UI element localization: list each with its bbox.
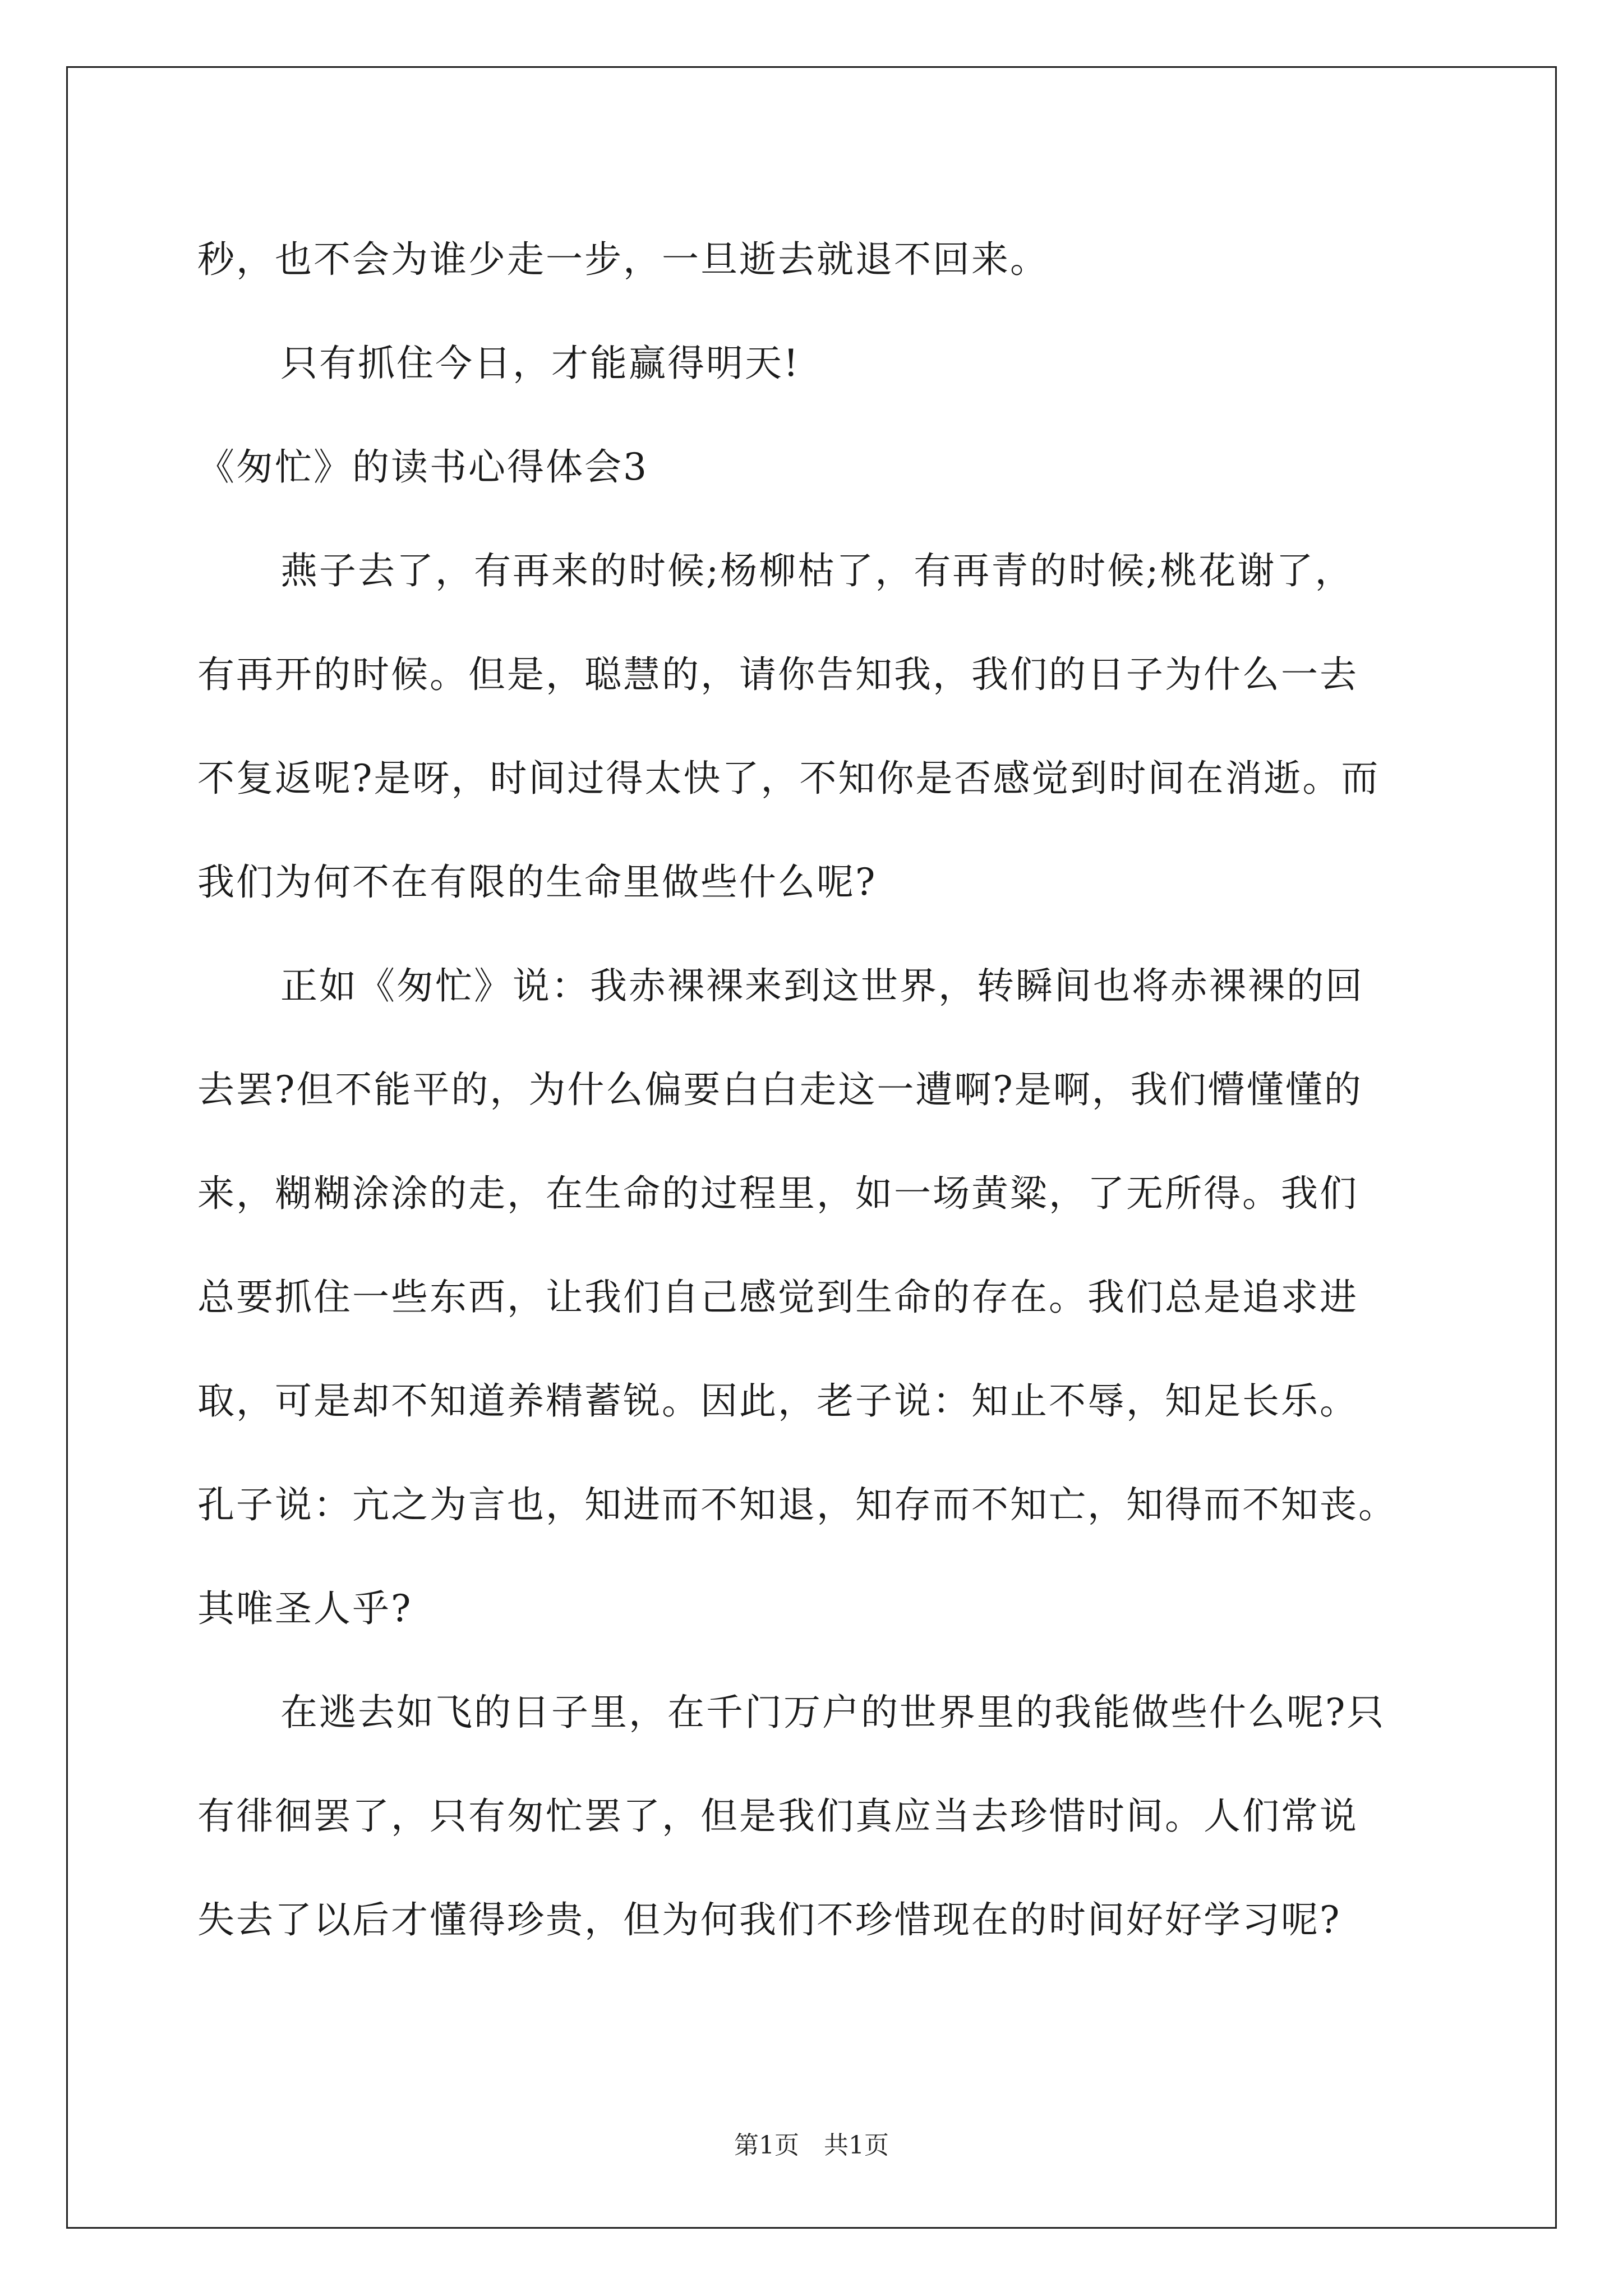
paragraph-line: 正如《匆忙》说：我赤裸裸来到这世界，转瞬间也将赤裸裸的回 xyxy=(280,964,1364,1007)
text-line: 秒，也不会为谁少走一步，一旦逝去就退不回来。 xyxy=(197,238,1049,281)
text-line: 失去了以后才懂得珍贵，但为何我们不珍惜现在的时间好好学习呢? xyxy=(197,1898,1341,1941)
paragraph-line: 只有抓住今日，才能赢得明天! xyxy=(280,342,800,385)
paragraph-line: 在逃去如飞的日子里，在千门万户的世界里的我能做些什么呢?只 xyxy=(280,1691,1386,1734)
text-line: 我们为何不在有限的生命里做些什么呢? xyxy=(197,861,877,904)
section-heading: 《匆忙》的读书心得体会3 xyxy=(197,445,648,489)
text-line: 孔子说：亢之为言也，知进而不知退，知存而不知亡，知得而不知丧。 xyxy=(197,1483,1397,1526)
text-line: 有徘徊罢了，只有匆忙罢了，但是我们真应当去珍惜时间。人们常说 xyxy=(197,1795,1358,1838)
text-line: 去罢?但不能平的，为什么偏要白白走这一遭啊?是啊，我们懵懂懂的 xyxy=(197,1068,1363,1111)
text-line: 取，可是却不知道养精蓄锐。因此，老子说：知止不辱，知足长乐。 xyxy=(197,1379,1358,1423)
text-line: 来，糊糊涂涂的走，在生命的过程里，如一场黄粱，了无所得。我们 xyxy=(197,1172,1358,1215)
text-line: 总要抓住一些东西，让我们自己感觉到生命的存在。我们总是追求进 xyxy=(197,1276,1358,1319)
paragraph-line: 燕子去了，有再来的时候;杨柳枯了，有再青的时候;桃花谢了， xyxy=(280,549,1354,592)
text-line: 其唯圣人乎? xyxy=(197,1587,413,1630)
text-line: 有再开的时候。但是，聪慧的，请你告知我，我们的日子为什么一去 xyxy=(197,653,1358,696)
document-body xyxy=(197,208,1487,1972)
text-line: 不复返呢?是呀，时间过得太快了，不知你是否感觉到时间在消逝。而 xyxy=(197,757,1380,800)
page-footer: 第1页 共1页 xyxy=(734,2131,889,2160)
